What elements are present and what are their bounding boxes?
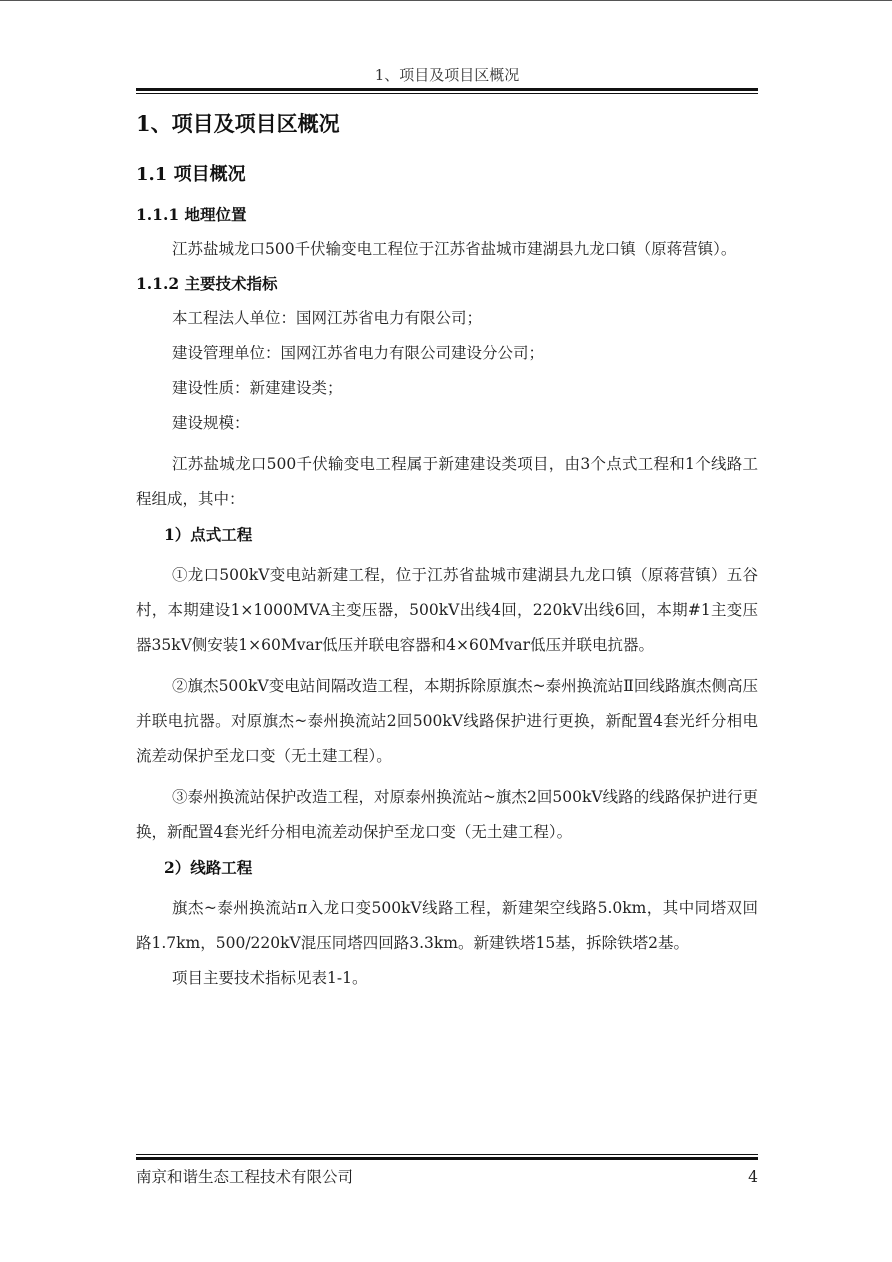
header-rule-thick [136,88,758,91]
page-top-border [0,0,892,1]
legal-entity-line: 本工程法人单位：国网江苏省电力有限公司； [172,309,483,327]
page-number: 4 [748,1168,758,1186]
section-title-1-1: 1.1 项目概况 [136,164,246,185]
chapter-title: 1、项目及项目区概况 [136,111,340,136]
scale-paragraph: 江苏盐城龙口500千伏输变电工程属于新建建设类项目，由3个点式工程和1个线路工程组成，其中： [136,455,758,508]
header-rule [136,88,758,94]
document-body [136,106,758,996]
footer-rule-thick [136,1157,758,1160]
line-project-paragraph: 旗杰~泰州换流站π入龙口变500kV线路工程，新建架空线路5.0km，其中同塔双回路1.7km，500/220kV混压同塔四回路3.3km。新建铁塔15基，拆除铁塔2基。 [136,899,758,952]
point-item-3: ③泰州换流站保护改造工程，对原泰州换流站~旗杰2回500kV线路的线路保护进行更换，新配置4套光纤分相电流差动保护至龙口变（无土建工程）。 [136,788,758,841]
header-rule-thin [136,93,758,94]
point-project-title: 1）点式工程 [164,525,253,544]
geo-paragraph: 江苏盐城龙口500千伏输变电工程位于江苏省盐城市建湖县九龙口镇（原蒋营镇）。 [172,240,737,258]
point-item-2: ②旗杰500kV变电站间隔改造工程，本期拆除原旗杰~泰州换流站Ⅱ回线路旗杰侧高压并联电抗器。对原旗杰~泰州换流站2回500kV线路保护进行更换，新配置4套光纤分相电流差动保护至龙口变（无土建工程）。 [136,677,758,765]
footer-rule-thin [136,1154,758,1155]
subsection-title-geo: 1.1.1 地理位置 [136,205,247,224]
table-reference-line: 项目主要技术指标见表1-1。 [172,969,368,987]
footer-company: 南京和谐生态工程技术有限公司 [136,1168,354,1186]
running-header: 1、项目及项目区概况 [374,66,520,84]
footer-rule [136,1154,758,1160]
management-unit-line: 建设管理单位：国网江苏省电力有限公司建设分公司； [172,344,545,362]
point-item-1: ①龙口500kV变电站新建工程，位于江苏省盐城市建湖县九龙口镇（原蒋营镇）五谷村，本期建设1×1000MVA主变压器，500kV出线4回，220kV出线6回，本期#1主变压器35kV侧安装1×60Mvar低压并联电容器和4×60Mvar低压并联电抗器。 [136,566,758,654]
line-project-title: 2）线路工程 [164,858,253,877]
scale-label-line: 建设规模： [172,414,250,432]
subsection-title-tech: 1.1.2 主要技术指标 [136,274,278,293]
nature-line: 建设性质：新建建设类； [172,379,343,397]
